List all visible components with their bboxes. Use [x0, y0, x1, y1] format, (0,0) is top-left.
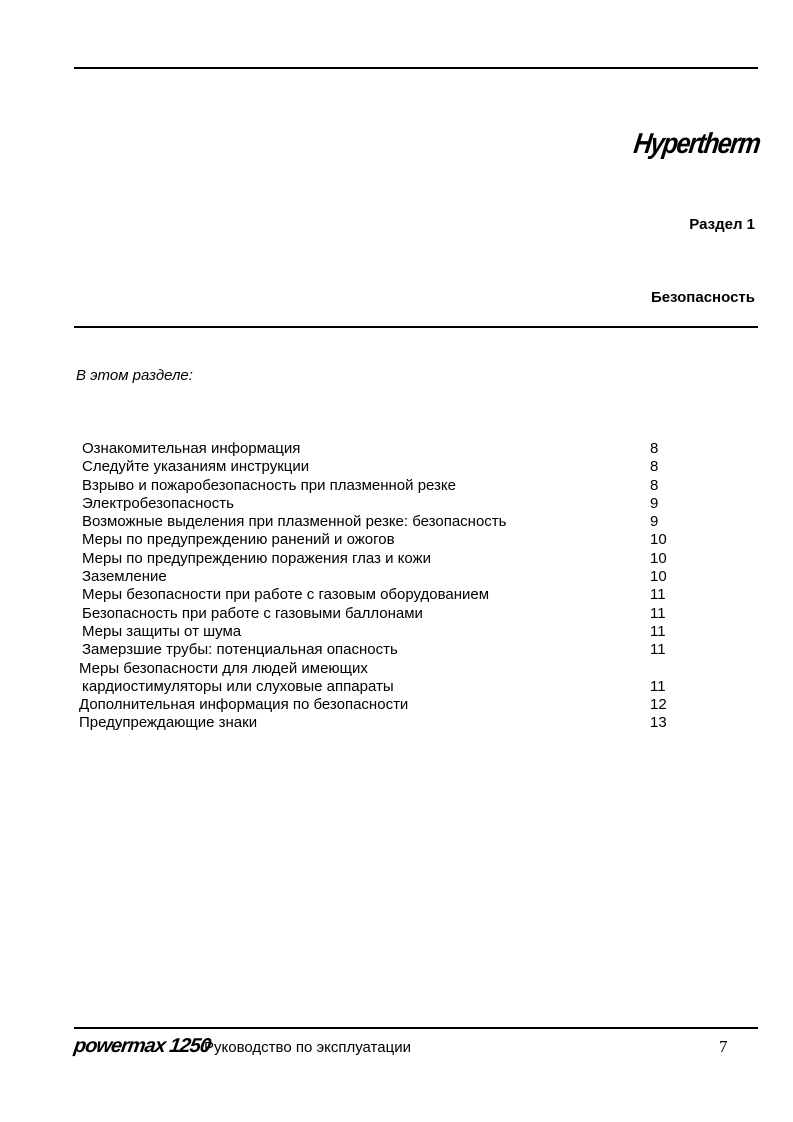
toc-entry-title: Дополнительная информация по безопасности	[79, 696, 409, 714]
toc-entry-page: 11	[650, 641, 666, 659]
manual-title: Руководство по эксплуатации	[204, 1039, 411, 1056]
toc-entry-title: Возможные выделения при плазменной резке: безопасность	[82, 513, 507, 531]
hypertherm-logo: Hypertherm	[631, 127, 762, 161]
toc-entry-title: Электробезопасность	[82, 494, 234, 512]
toc-entry-page: 11	[650, 622, 666, 640]
toc-entry-title: кардиостимуляторы или слуховые аппараты	[82, 677, 394, 695]
top-rule	[74, 67, 758, 69]
toc-entry[interactable]	[0, 495, 793, 513]
toc-entry[interactable]	[0, 458, 793, 476]
table-of-contents	[0, 440, 793, 733]
toc-entry-title: Меры безопасности для людей имеющих	[79, 659, 368, 677]
page-number: 7	[719, 1037, 728, 1056]
toc-entry[interactable]	[0, 660, 793, 678]
toc-entry-page: 11	[650, 586, 666, 604]
toc-entry-page: 9	[650, 494, 659, 512]
toc-entry[interactable]	[0, 641, 793, 659]
toc-entry[interactable]	[0, 586, 793, 604]
toc-entry[interactable]	[0, 531, 793, 549]
toc-entry-page: 8	[650, 440, 659, 457]
toc-entry-page: 11	[650, 604, 666, 622]
toc-entry-page: 10	[650, 549, 667, 567]
toc-entry-page: 12	[650, 696, 667, 714]
toc-entry[interactable]	[0, 440, 793, 458]
footer-rule	[74, 1027, 758, 1029]
toc-entry-page: 11	[650, 677, 666, 695]
section-number: Раздел 1	[689, 216, 755, 233]
toc-entry-title: Ознакомительная информация	[82, 440, 301, 457]
header-bottom-rule	[74, 326, 758, 328]
toc-entry[interactable]	[0, 513, 793, 531]
toc-entry-page: 9	[650, 513, 659, 531]
toc-entry-title: Предупреждающие знаки	[79, 714, 258, 732]
toc-entry[interactable]	[0, 477, 793, 495]
powermax-logo: powermax 1250	[72, 1035, 212, 1057]
toc-entry-page: 10	[650, 531, 667, 549]
toc-entry[interactable]	[0, 623, 793, 641]
toc-entry-title: Меры по предупреждению ранений и ожогов	[82, 531, 395, 549]
toc-entry[interactable]	[0, 605, 793, 623]
toc-entry[interactable]	[0, 568, 793, 586]
toc-entry[interactable]	[0, 678, 793, 696]
toc-entry[interactable]	[0, 696, 793, 714]
toc-entry-title: Взрыво и пожаробезопасность при плазменной резке	[82, 476, 457, 494]
section-title: Безопасность	[650, 289, 755, 306]
toc-entry[interactable]	[0, 550, 793, 568]
toc-entry-title: Следуйте указаниям инструкции	[82, 458, 310, 476]
toc-entry-page: 8	[650, 458, 659, 476]
toc-entry-title: Замерзшие трубы: потенциальная опасность	[82, 641, 398, 659]
toc-entry-title: Безопасность при работе с газовыми баллонами	[82, 604, 423, 622]
toc-entry-title: Меры защиты от шума	[82, 622, 242, 640]
toc-entry-page: 13	[650, 714, 667, 732]
toc-entry[interactable]	[0, 714, 793, 732]
intro-label: В этом разделе:	[76, 367, 193, 384]
toc-entry-title: Меры безопасности при работе с газовым оборудованием	[82, 586, 490, 604]
toc-entry-title: Меры по предупреждению поражения глаз и кожи	[82, 549, 431, 567]
toc-entry-page: 10	[650, 568, 667, 586]
toc-entry-page: 8	[650, 476, 659, 494]
toc-entry-title: Заземление	[82, 568, 167, 586]
